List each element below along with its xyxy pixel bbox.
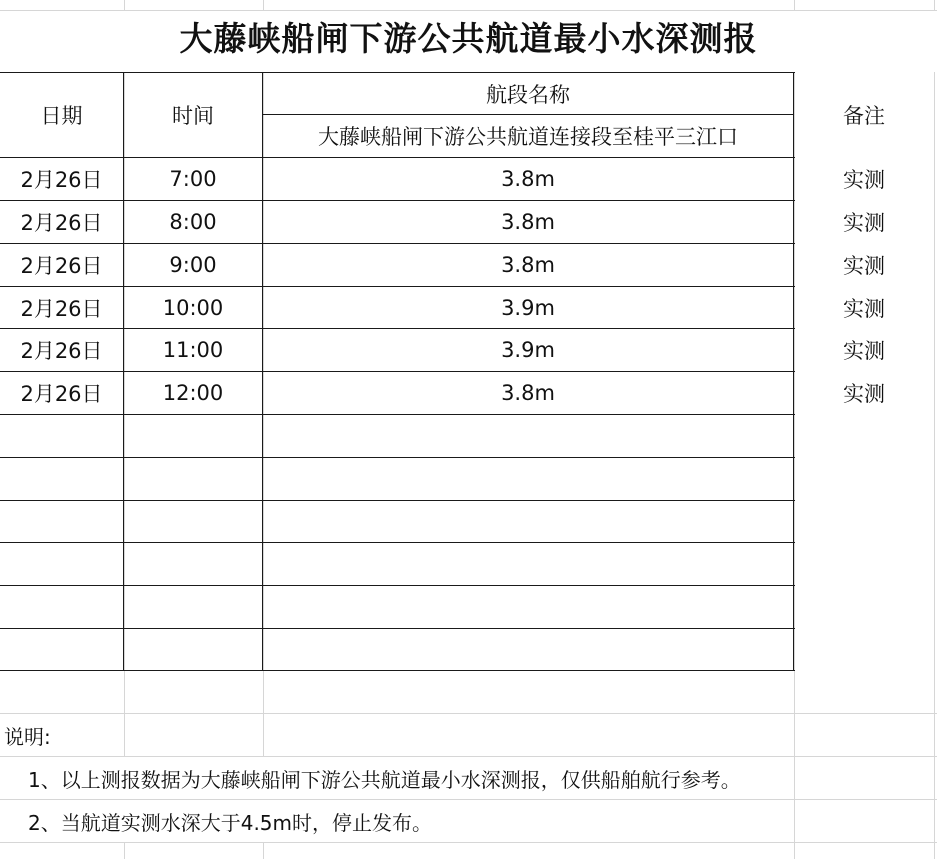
header-segment: 大藤峡船闸下游公共航道连接段至桂平三江口: [318, 125, 738, 149]
cell-remark: 实测: [843, 254, 885, 278]
table-border: [0, 670, 795, 671]
table-border: [0, 585, 795, 586]
cell-depth: 3.9m: [501, 295, 555, 320]
cell-remark: 实测: [843, 296, 885, 321]
gridline: [0, 713, 937, 714]
notes-heading: 说明:: [4, 724, 51, 749]
note-item: 1、以上测报数据为大藤峡船闸下游公共航道最小水深测报，仅供船舶航行参考。: [28, 767, 741, 792]
cell-time: 12:00: [162, 381, 224, 405]
cell-time: 11:00: [162, 338, 224, 362]
cell-remark: 实测: [843, 168, 885, 192]
table-border: [0, 542, 795, 543]
cell-depth: 3.8m: [501, 210, 555, 234]
gridline: [0, 842, 937, 843]
table-border: [0, 457, 795, 458]
cell-time: 9:00: [169, 253, 217, 277]
cell-depth: 3.8m: [501, 381, 555, 405]
page-title: 大藤峡船闸下游公共航道最小水深测报: [179, 18, 758, 58]
table-border: [0, 500, 795, 501]
cell-date: 2月26日: [20, 382, 103, 406]
cell-date: 2月26日: [20, 254, 103, 278]
cell-date: 2月26日: [20, 296, 103, 321]
cell-time: 10:00: [162, 295, 224, 320]
cell-time: 8:00: [169, 210, 217, 234]
cell-remark: 实测: [843, 339, 885, 363]
cell-time: 7:00: [169, 167, 217, 191]
cell-date: 2月26日: [20, 168, 103, 192]
cell-date: 2月26日: [20, 211, 103, 235]
cell-depth: 3.8m: [501, 253, 555, 277]
header-segment-group: 航段名称: [486, 82, 570, 107]
cell-depth: 3.9m: [501, 338, 555, 362]
table-border: [0, 414, 795, 415]
note-item: 2、当航道实测水深大于4.5m时，停止发布。: [28, 810, 433, 835]
header-time: 时间: [172, 104, 214, 128]
header-remark: 备注: [843, 104, 885, 128]
cell-depth: 3.8m: [501, 167, 555, 191]
cell-date: 2月26日: [20, 339, 103, 363]
cell-remark: 实测: [843, 382, 885, 406]
header-date: 日期: [40, 104, 83, 128]
table-border: [0, 628, 795, 629]
gridline: [934, 0, 935, 859]
cell-remark: 实测: [843, 211, 885, 235]
